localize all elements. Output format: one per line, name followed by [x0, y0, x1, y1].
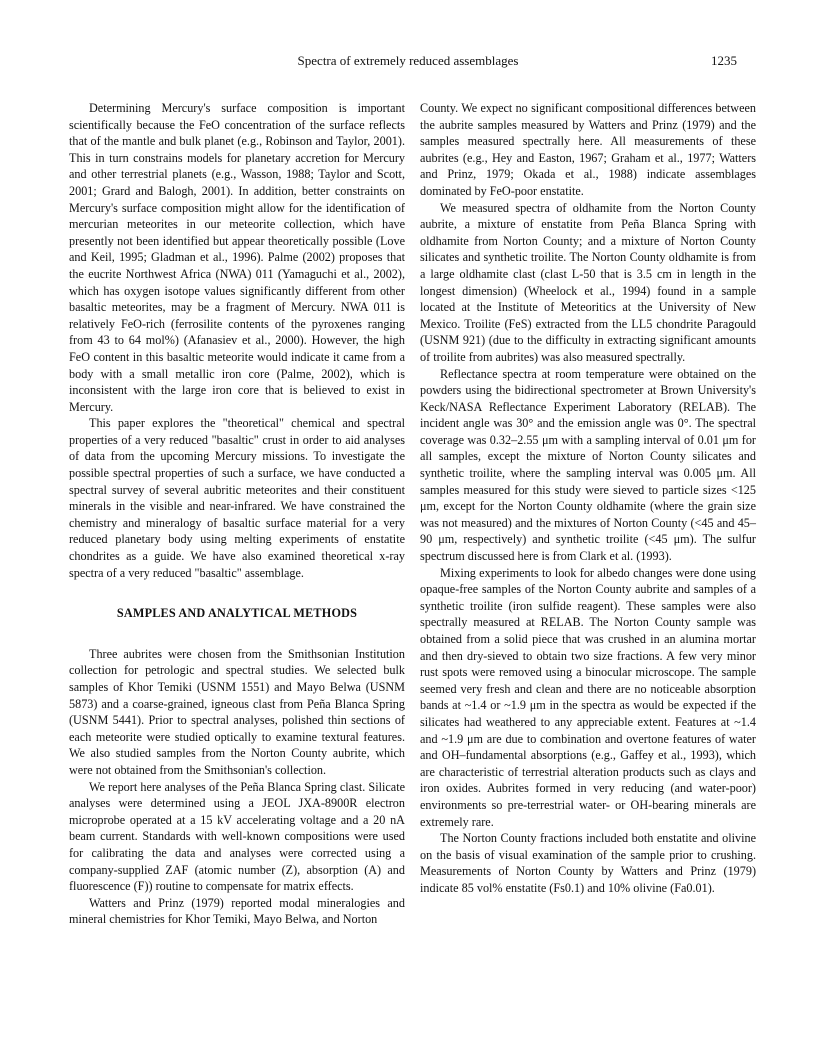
paragraph-mixing-experiments: Mixing experiments to look for albedo changes were done using opaque-free samples of the Norton County aubrite and samples of a synthetic troilite (iron sulfide reagent). These samples were also spectrally measured at RELAB. The Norton County sample was obtained from a solid piece that was crushed in an alumina mortar and then dry-sieved to obtain two size fractions. A few very minor rust spots were removed using a binocular microscope. The sample seemed very fresh and clean and there are no noticeable absorption bands at ~1.4 or ~1.9 μm in the spectra as would be expected if the silicates had weathered to any appreciable extent. Features at ~1.4 and ~1.9 μm are due to combination and overtone features of water and OH–fundamental absorptions (e.g., Gaffey et al., 1993), which are characteristic of terrestrial alteration products such as clays and iron oxides. Aubrites formed in very reducing (and water-poor) environments so pre-terrestrial water- or OH-bearing minerals are extremely rare. [420, 565, 756, 829]
running-head [0, 53, 816, 69]
paragraph-norton-county-fractions: The Norton County fractions included both enstatite and olivine on the basis of visual examination of the sample prior to crushing. Measurements of Norton County by Watters and Prinz (1979) indicate 85 vol% enstatite (Fs0.1) and 10% olivine (Fa0.01). [420, 831, 756, 895]
paragraph-watters-prinz: Watters and Prinz (1979) reported modal mineralogies and mineral chemistries for Khor Temiki, Mayo Belwa, and Norton [69, 895, 405, 927]
paragraph-compositional-differences: County. We expect no significant compositional differences between the aubrite samples measured by Watters and Prinz (1979) and the samples measured spectrally here. All measurements of these aubrites (e.g., Hey and Easton, 1967; Graham et al., 1977; Watters and Prinz, 1979; Okada et al., 1988) indicate assemblages dominated by FeO-poor enstatite. [420, 101, 756, 198]
paragraph-oldhamite-spectra: We measured spectra of oldhamite from the Norton County aubrite, a mixture of enstatite from Peña Blanca Spring with oldhamite from Norton County; and a mixture of Norton County silicates and synthetic troilite. The Norton County oldhamite is from a large oldhamite clast (clast L-50 that is 3.5 cm in length in the longest dimension) (Wheelock et al., 1994) found in a sample located at the Institute of Meteoritics at the University of New Mexico. Troilite (FeS) extracted from the LL5 chondrite Paragould (USNM 921) (due to the difficulty in extracting significant amounts of troilite from aubrites) was also measured spectrally. [420, 200, 756, 364]
paragraph-mercury-surface: Determining Mercury's surface composition is important scientifically because the FeO concentration of the surface reflects that of the mantle and bulk planet (e.g., Robinson and Taylor, 2001). This in turn constrains models for planetary accretion for Mercury and other terrestrial planets (e.g., Wasson, 1988; Taylor and Scott, 2001; Grard and Balogh, 2001). In addition, better constraints on Mercury's surface composition might allow for the identification of mercurian meteorites in our meteorite collection, which have presently not been identified but appear theoretically possible (Love and Keil, 1995; Gladman et al., 1996). Palme (2002) proposes that the eucrite Northwest Africa (NWA) 011 (Yamaguchi et al., 2002), which has oxygen isotope values significantly different from other basaltic meteorites, may be a fragment of Mercury. NWA 011 is relatively FeO-rich (ferrosilite contents of the pyroxenes ranging from 43 to 64 mol%) (Afanasiev et al., 2000). However, the high FeO content in this basaltic meteorite would indicate it came from a body with a small metallic iron core (Palme, 2002), which is inconsistent with the large iron core that is believed to exist in Mercury. [69, 101, 405, 414]
paragraph-paper-scope: This paper explores the "theoretical" chemical and spectral properties of a very reduced "basaltic" crust in order to aid analyses of data from the upcoming Mercury missions. To investigate the possible spectral properties of such a surface, we have conducted a spectral survey of several aubritic meteorites and their constituent minerals in the visible and near-infrared. We have constrained the chemistry and mineralogy of basaltic surface material for a very reduced planetary body using melting experiments of enstatite chondrites as a guide. We have also examined theoretical x-ray spectra of a very reduced "basaltic" assemblage. [69, 416, 405, 580]
right-column [420, 100, 756, 897]
paragraph-reflectance-spectra: Reflectance spectra at room temperature were obtained on the powders using the bidirectional spectrometer at Brown University's Keck/NASA Reflectance Experiment Laboratory (RELAB). The incident angle was 30° and the emission angle was 0°. The spectral coverage was 0.32–2.55 μm with a sampling interval of 0.01 μm for all samples, except the mixture of Norton County silicates and synthetic troilite, where the sampling interval was 0.005 μm. All samples measured for this study were sieved to particle sizes <125 μm, except for the Norton County oldhamite (where the grain size was not measured) and the mixtures of Norton County (<45 and 45–90 μm, respectively) and synthetic troilite (<45 μm). The sulfur spectrum discussed here is from Clark et al. (1993). [420, 366, 756, 564]
section-heading-samples-methods: SAMPLES AND ANALYTICAL METHODS [116, 606, 358, 621]
left-column [69, 100, 405, 928]
paragraph-aubrites-chosen: Three aubrites were chosen from the Smithsonian Institution collection for petrologic and spectral studies. We selected bulk samples of Khor Temiki (USNM 1551) and Mayo Belwa (USNM 5873) and a coarse-grained, igneous clast from Peña Blanca Spring (USNM 5441). Prior to spectral analyses, polished thin sections of each meteorite were studied optically to examine textural features. We also studied samples from the Norton County aubrite, which were not obtained from the Smithsonian's collection. [69, 646, 405, 777]
running-title: Spectra of extremely reduced assemblages [297, 53, 519, 68]
paragraph-microprobe-analyses: We report here analyses of the Peña Blanca Spring clast. Silicate analyses were determined using a JEOL JXA-8900R electron microprobe operated at a 15 kV accelerating voltage and a 20 nA beam current. Standards with well-known compositions were used for calibrating the data and analyses were corrected using a company-supplied ZAF (atomic number (Z), absorption (A) and fluorescence (F)) routine to compensate for matrix effects. [69, 779, 405, 894]
page-number: 1235 [711, 53, 737, 68]
